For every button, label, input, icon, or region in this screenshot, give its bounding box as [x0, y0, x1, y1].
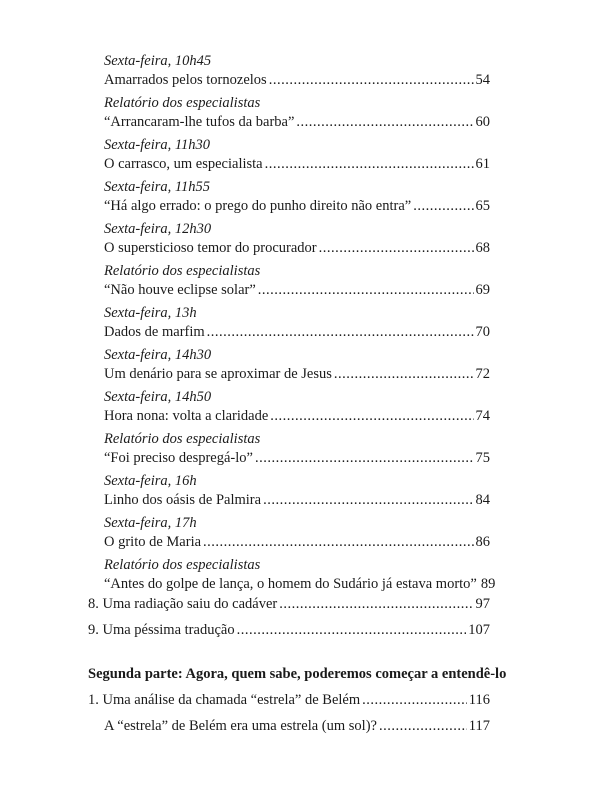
entry-title: O supersticioso temor do procurador: [104, 240, 317, 256]
entry-heading: Sexta-feira, 12h30: [104, 221, 212, 237]
entry-line[interactable]: [104, 196, 490, 216]
entry-heading: Sexta-feira, 14h30: [104, 347, 212, 363]
dot-leader: [279, 594, 473, 614]
dot-leader: [255, 448, 474, 468]
entry-heading: Sexta-feira, 10h45: [104, 53, 212, 69]
entry-page-number: 89: [480, 576, 496, 592]
entry-page-number: 65: [475, 198, 490, 214]
entry-page-number: 54: [475, 72, 490, 88]
toc-entry: [104, 388, 490, 426]
entry-page-number: 72: [475, 366, 490, 382]
dot-leader: [362, 690, 467, 710]
entry-title: Um denário para se aproximar de Jesus: [104, 366, 332, 382]
entry-title: O carrasco, um especialista: [104, 156, 263, 172]
entry-line[interactable]: [104, 574, 496, 594]
toc-entry: [104, 430, 490, 468]
entry-title: “Foi preciso despregá-lo”: [104, 450, 253, 466]
chapter-page-number: 116: [468, 692, 490, 708]
entry-page-number: 69: [475, 282, 490, 298]
entry-heading: Sexta-feira, 14h50: [104, 389, 212, 405]
sub-entry-page-number: 117: [468, 718, 490, 734]
chapter-line[interactable]: [88, 620, 490, 640]
entry-page-number: 70: [475, 324, 490, 340]
toc-entry: [104, 178, 490, 216]
toc-entry: [104, 556, 496, 594]
entry-heading: Sexta-feira, 11h30: [104, 137, 211, 153]
chapter-entry: [88, 620, 490, 640]
chapter-entry: [88, 594, 490, 614]
chapter-page-number: 107: [468, 622, 490, 638]
toc-entry: [104, 262, 490, 300]
entry-line[interactable]: [104, 448, 490, 468]
dot-leader: [319, 238, 474, 258]
entry-heading: Sexta-feira, 16h: [104, 473, 197, 489]
dot-leader: [379, 716, 467, 736]
entry-title: “Não houve eclipse solar”: [104, 282, 256, 298]
dot-leader: [237, 620, 467, 640]
toc-entry: [104, 514, 490, 552]
entry-heading: Relatório dos especialistas: [104, 263, 261, 279]
chapter-line[interactable]: [88, 690, 490, 710]
dot-leader: [296, 112, 473, 132]
entry-page-number: 60: [475, 114, 490, 130]
entry-heading: Sexta-feira, 13h: [104, 305, 197, 321]
dot-leader: [413, 196, 473, 216]
part-heading: Segunda parte: Agora, quem sabe, poderemos começar a entendê-lo: [88, 666, 507, 682]
dot-leader: [269, 70, 474, 90]
sub-entry-title: A “estrela” de Belém era uma estrela (um sol)?: [104, 718, 377, 734]
entry-page-number: 84: [475, 492, 490, 508]
entry-page-number: 61: [475, 156, 490, 172]
dot-leader: [265, 154, 474, 174]
entry-line[interactable]: [104, 280, 490, 300]
dot-leader: [207, 322, 474, 342]
entry-heading: Sexta-feira, 11h55: [104, 179, 211, 195]
entry-heading: Relatório dos especialistas: [104, 95, 261, 111]
entry-title: Hora nona: volta a claridade: [104, 408, 269, 424]
chapter-line[interactable]: [88, 594, 490, 614]
dot-leader: [258, 280, 474, 300]
entry-line[interactable]: [104, 322, 490, 342]
sub-entry-line[interactable]: [104, 716, 490, 736]
toc-entry: [104, 472, 490, 510]
entry-heading: Sexta-feira, 17h: [104, 515, 197, 531]
entry-title: “Há algo errado: o prego do punho direito não entra”: [104, 198, 412, 214]
entry-line[interactable]: [104, 406, 490, 426]
entry-line[interactable]: [104, 70, 490, 90]
chapter-title: 1. Uma análise da chamada “estrela” de Belém: [88, 692, 361, 708]
sub-entry: [104, 716, 490, 736]
chapter-title: 8. Uma radiação saiu do cadáver: [88, 596, 278, 612]
entry-line[interactable]: [104, 238, 490, 258]
entry-title: Dados de marfim: [104, 324, 205, 340]
entry-page-number: 68: [475, 240, 490, 256]
entry-line[interactable]: [104, 154, 490, 174]
entry-page-number: 74: [475, 408, 490, 424]
entry-line[interactable]: [104, 112, 490, 132]
entry-line[interactable]: [104, 532, 490, 552]
entry-heading: Relatório dos especialistas: [104, 431, 261, 447]
toc-entry: [104, 220, 490, 258]
toc-entry: [104, 346, 490, 384]
dot-leader: [270, 406, 473, 426]
chapter-page-number: 97: [475, 596, 490, 612]
entry-title: Amarrados pelos tornozelos: [104, 72, 267, 88]
toc-entry: [104, 52, 490, 90]
toc-entry: [104, 94, 490, 132]
entry-title: O grito de Maria: [104, 534, 202, 550]
entry-page-number: 86: [475, 534, 490, 550]
dot-leader: [203, 532, 473, 552]
dot-leader: [334, 364, 474, 384]
entry-line[interactable]: [104, 490, 490, 510]
entry-heading: Relatório dos especialistas: [104, 557, 261, 573]
entry-title: “Arrancaram-lhe tufos da barba”: [104, 114, 295, 130]
toc-entry: [104, 304, 490, 342]
chapter-title: 9. Uma péssima tradução: [88, 622, 235, 638]
entry-page-number: 75: [475, 450, 490, 466]
entry-title: “Antes do golpe de lança, o homem do Sudário já estava morto”: [104, 576, 477, 592]
chapter-entry: [88, 690, 490, 710]
dot-leader: [263, 490, 473, 510]
entry-line[interactable]: [104, 364, 490, 384]
toc-entry: [104, 136, 490, 174]
entry-title: Linho dos oásis de Palmira: [104, 492, 262, 508]
